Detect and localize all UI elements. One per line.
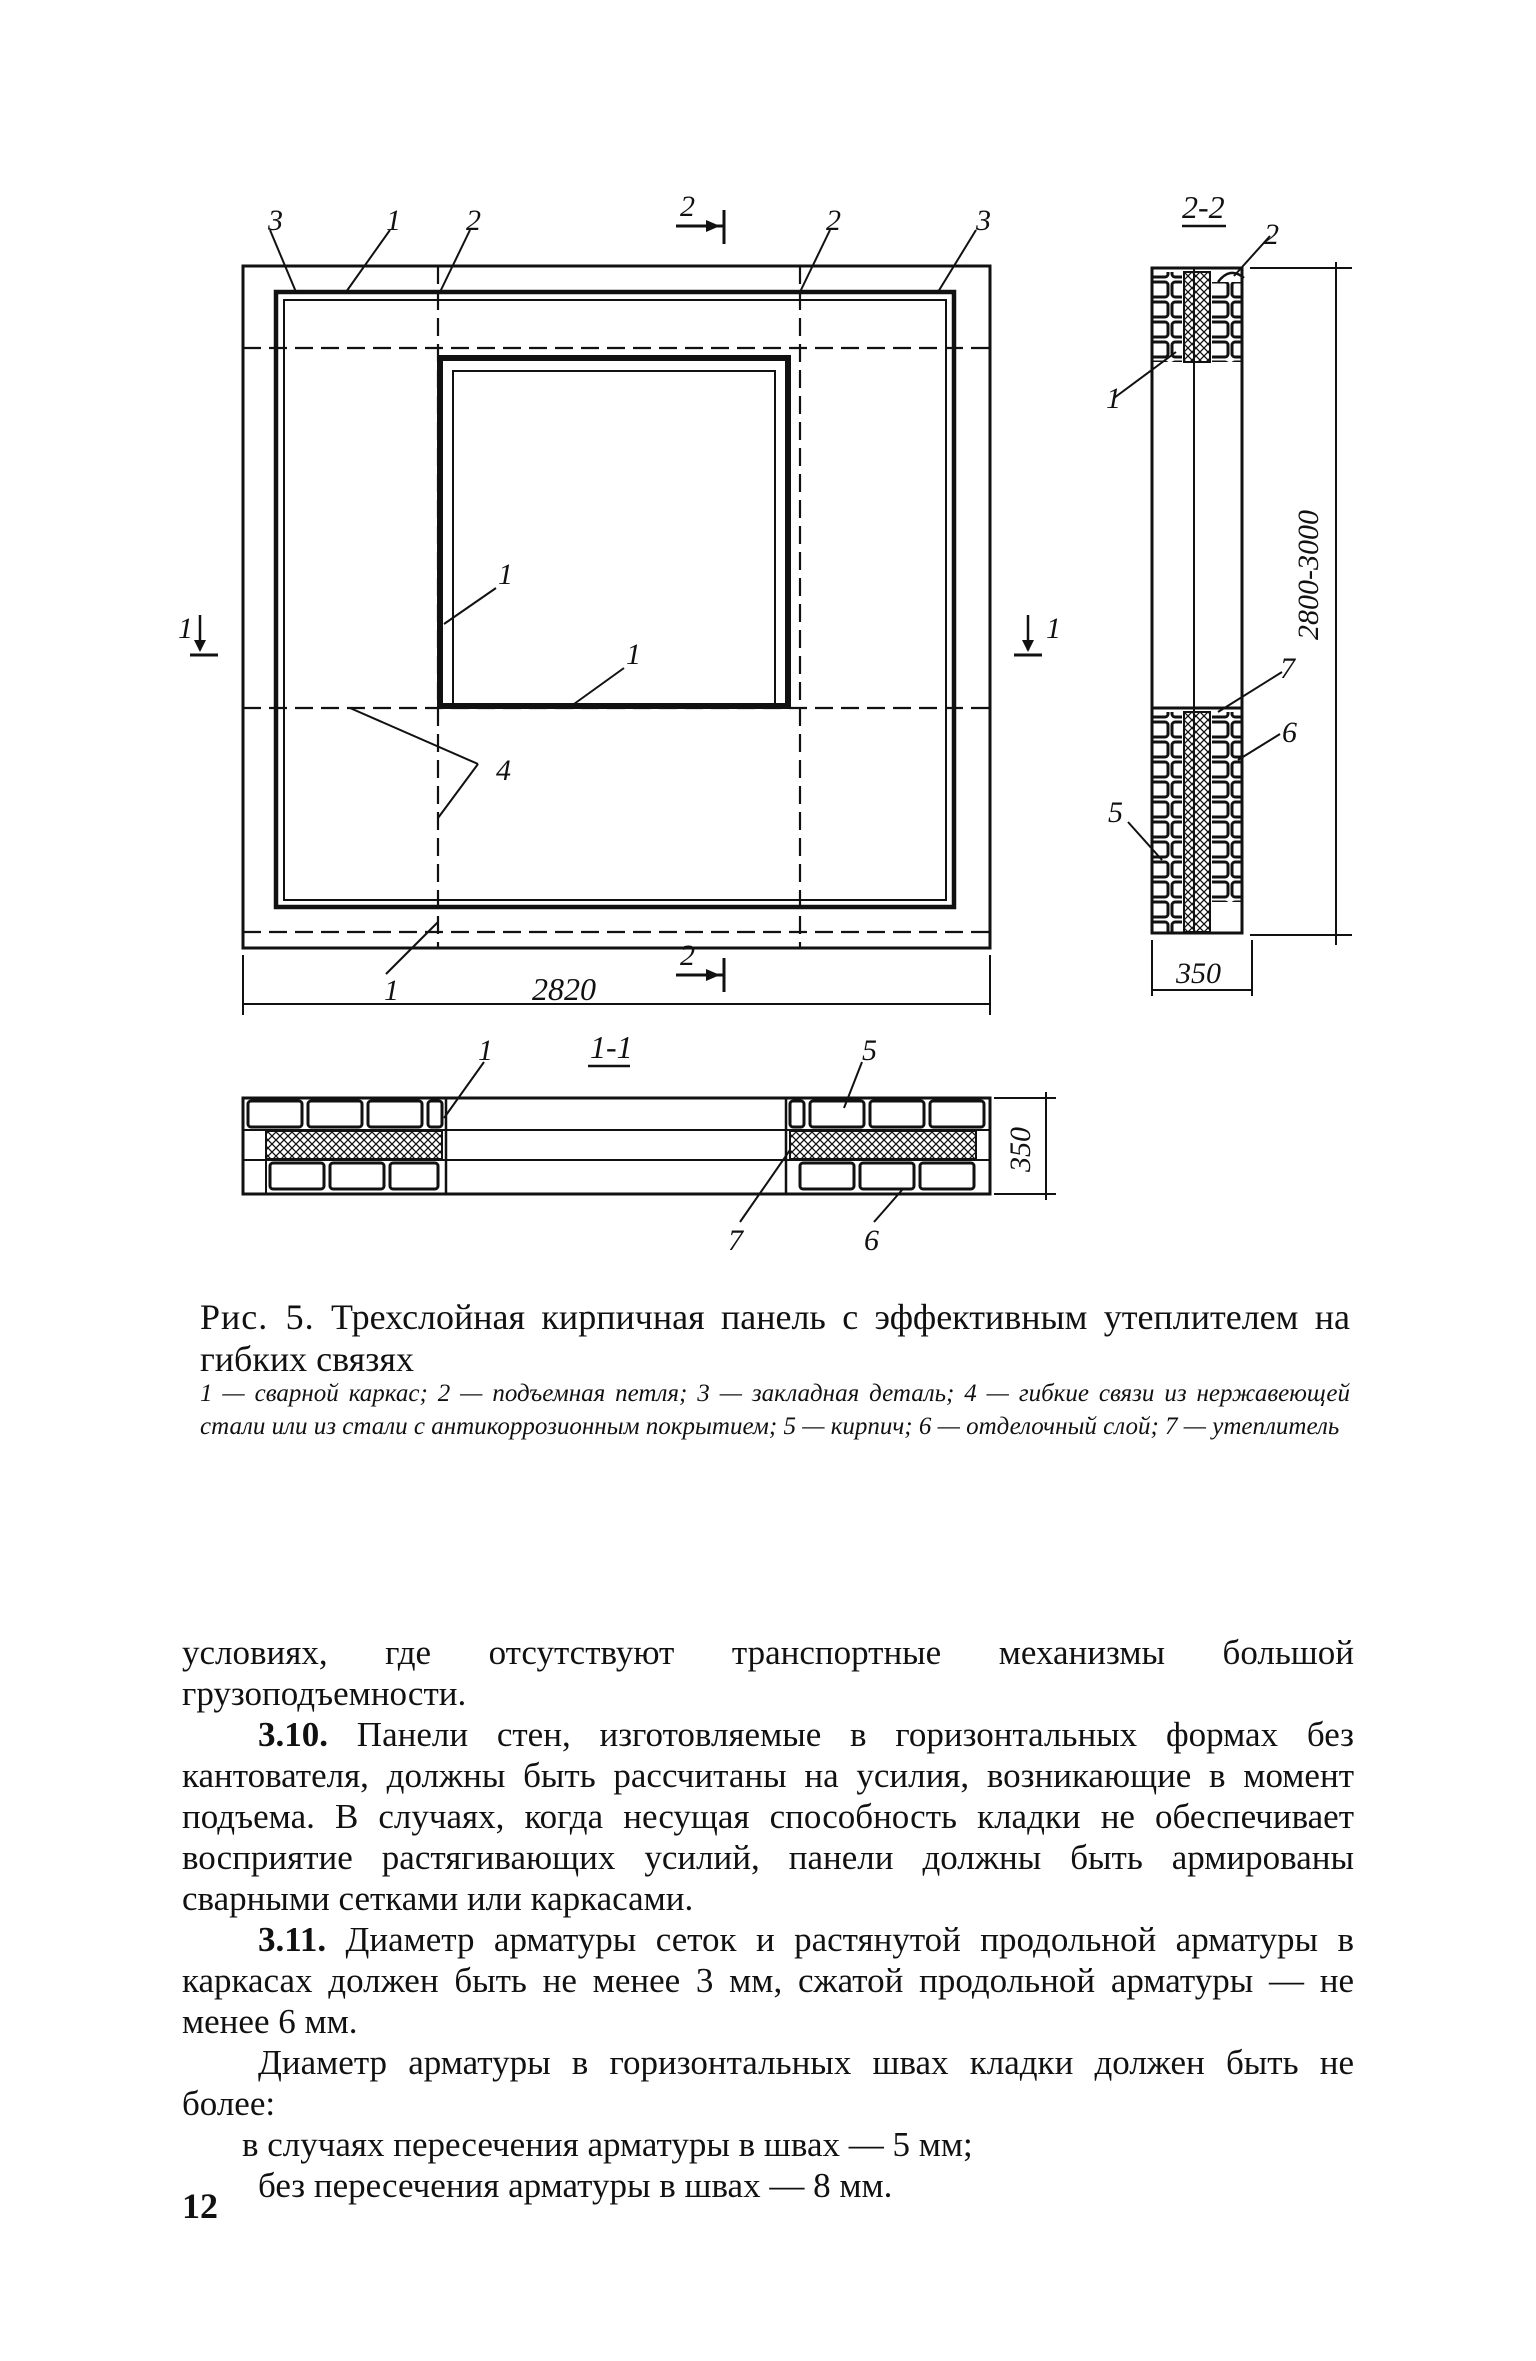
label-1-window-side: 1 [498, 558, 513, 591]
paragraph-without-intersection: без пересечения арматуры в швах — 8 мм. [258, 2166, 893, 2205]
label-4: 4 [496, 754, 511, 787]
page-number: 12 [182, 2186, 218, 2226]
label-3-right: 3 [976, 204, 991, 237]
section-2-2-label-2: 2 [1264, 218, 1279, 251]
section-1-1-title: 1-1 [590, 1029, 633, 1065]
section-1-1-label-6: 6 [864, 1224, 879, 1257]
section-1-1-label-7: 7 [728, 1224, 743, 1257]
section-mark-1-right: 1 [1046, 612, 1061, 645]
clause-text-3-10: Панели стен, изготовляемые в горизонтальных формах без кантователя, должны быть рассчитаны на усилия, возникающие в момент подъема. В случаях, когда несущая способность кладки не обеспечивает восприятие растягивающих усилий, панели должны быть армированы сварными сетками или каркасами. [182, 1715, 1354, 1918]
section-1-1-label-5: 5 [862, 1034, 877, 1067]
paragraph-diameter: Диаметр арматуры в горизонтальных швах кладки должен быть не более: [182, 2043, 1354, 2123]
section-mark-2-top: 2 [680, 190, 695, 223]
section-2-2-label-1: 1 [1106, 382, 1121, 415]
section-mark-1-left: 1 [178, 612, 193, 645]
paragraph-3-10 [182, 1714, 1354, 1919]
paragraph-continuation: условиях, где отсутствуют транспортные механизмы большой грузоподъемности. [182, 1633, 1354, 1713]
label-3-left: 3 [268, 204, 283, 237]
section-1-1-dimension-depth: 350 [1004, 1127, 1037, 1172]
clause-text-3-11: Диаметр арматуры сеток и растянутой продольной арматуры в каркасах должен быть не менее 3 мм, сжатой продольной арматуры — не менее 6 мм. [182, 1920, 1354, 2041]
section-2-2 [1106, 189, 1352, 996]
figure-number: Рис. 5. [200, 1297, 315, 1337]
section-2-2-title: 2-2 [1182, 189, 1225, 225]
section-1-1-label-1: 1 [478, 1034, 493, 1067]
paragraph-with-intersection: в случаях пересечения арматуры в швах — 5 мм; [242, 2125, 973, 2164]
section-2-2-label-6: 6 [1282, 716, 1297, 749]
section-2-2-label-5: 5 [1108, 796, 1123, 829]
front-elevation [178, 190, 1061, 1015]
figure-caption [200, 1296, 1350, 1380]
section-2-2-dimension-depth: 350 [1176, 957, 1221, 990]
label-1-top: 1 [386, 204, 401, 237]
figure-title: Трехслойная кирпичная панель с эффективным утеплителем на гибких связях [200, 1297, 1351, 1379]
label-1-bottom: 1 [384, 974, 399, 1007]
section-1-1 [243, 1029, 1056, 1257]
clause-number-3-11: 3.11. [258, 1920, 327, 1959]
figure-legend: 1 — сварной каркас; 2 — подъемная петля; 3 — закладная деталь; 4 — гибкие связи из нержавеющей стали или из стали с антикоррозионным покрытием; 5 — кирпич; 6 — отделочный слой; 7 — утеплитель [200, 1380, 1350, 1440]
paragraph-3-11 [182, 1919, 1354, 2042]
section-mark-2-bottom: 2 [680, 939, 695, 972]
body-text [182, 1632, 1354, 2206]
label-2-left: 2 [466, 204, 481, 237]
section-2-2-label-7: 7 [1280, 652, 1295, 685]
clause-number-3-10: 3.10. [258, 1715, 328, 1754]
label-2-right: 2 [826, 204, 841, 237]
label-1-window-sill: 1 [626, 638, 641, 671]
dimension-width: 2820 [532, 971, 596, 1007]
section-2-2-dimension-height: 2800-3000 [1292, 510, 1325, 640]
